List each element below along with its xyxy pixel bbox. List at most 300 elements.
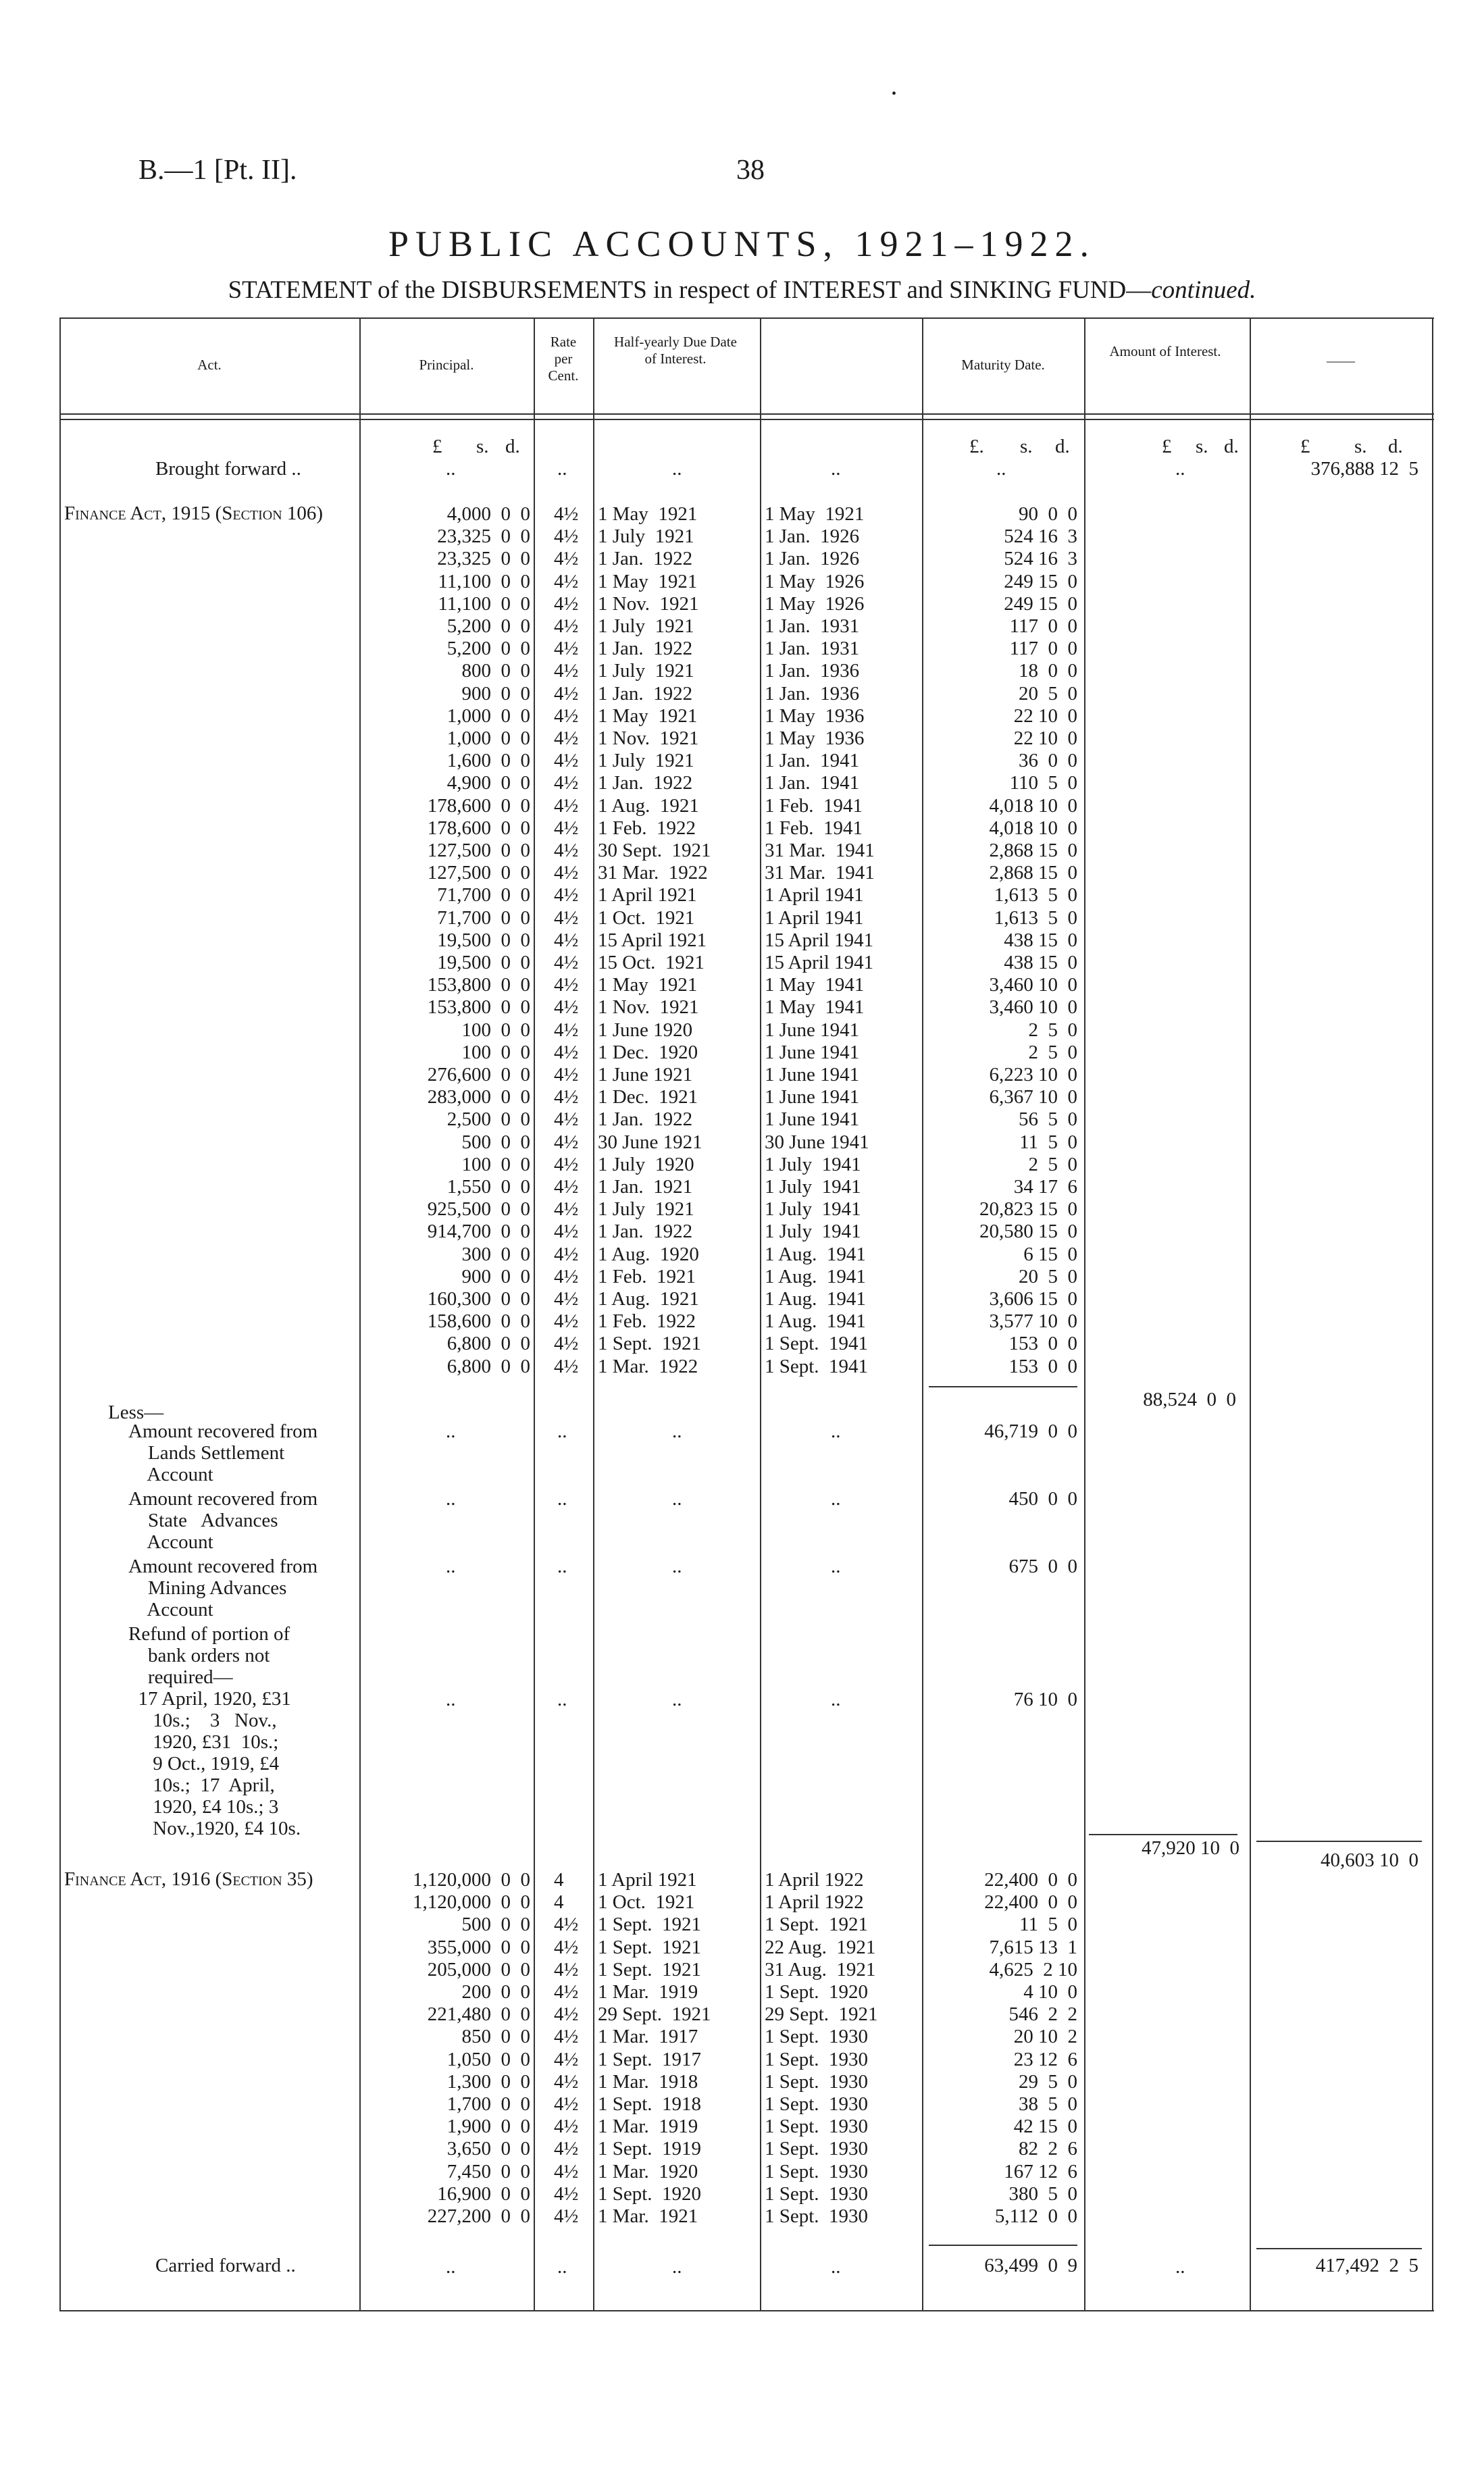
deduction-dots-principal: .. <box>446 1556 456 1577</box>
act1915-halfyearly-cell: 1 Jan. 1922 <box>598 772 693 794</box>
act1916-maturity-cell: 1 Sept. 1930 <box>765 2182 869 2205</box>
carried-forward-rule <box>1256 2248 1422 2249</box>
table-bottom-rule <box>59 2310 1434 2311</box>
column-header-rate: Rate per Cent. <box>548 334 579 384</box>
act1916-rate-cell: 4½ <box>554 2093 579 2115</box>
deduction-amount: 675 0 0 <box>1008 1556 1077 1577</box>
deduction-dots-maturity: .. <box>831 1689 841 1710</box>
act1916-principal-cell: 3,650 0 0 <box>446 2138 530 2160</box>
act1915-halfyearly-cell: 1 July 1921 <box>598 526 694 548</box>
act1915-maturity-cell: 1 July 1941 <box>765 1153 861 1175</box>
act1915-principal-cell: 19,500 0 0 <box>437 929 530 951</box>
act1915-rate-cell: 4½ <box>554 705 579 727</box>
act1915-principal-cell: 100 0 0 <box>461 1019 530 1041</box>
act-1915-net: 40,603 10 0 <box>1321 1849 1418 1871</box>
act1915-maturity-cell: 1 Jan. 1931 <box>765 615 860 637</box>
act1915-maturity-cell: 1 May 1921 <box>765 503 865 525</box>
act1915-amount-cell: 2 5 0 <box>1028 1019 1077 1041</box>
deduction-label: Amount recovered from Mining Advances Account <box>128 1556 318 1620</box>
act1915-principal-cell: 900 0 0 <box>461 1265 530 1287</box>
act1915-halfyearly-cell: 1 Feb. 1921 <box>598 1265 696 1287</box>
act1915-rate-cell: 4½ <box>554 906 579 929</box>
col-divider-principal <box>534 317 535 2310</box>
act1915-amount-cell: 110 5 0 <box>1009 772 1077 794</box>
act1915-principal-cell: 23,325 0 0 <box>437 548 530 570</box>
carried-forward-dots-extra: .. <box>1175 2256 1185 2278</box>
act1916-halfyearly-cell: 1 Sept. 1920 <box>598 2182 702 2205</box>
act1915-principal-cell: 71,700 0 0 <box>437 884 530 906</box>
unit-pound-amount: £. <box>969 436 984 457</box>
act1915-principal-cell: 11,100 0 0 <box>438 592 530 615</box>
act1915-rate-cell: 4½ <box>554 660 579 682</box>
act1915-amount-cell: 2 5 0 <box>1028 1153 1077 1175</box>
act1915-principal-cell: 276,600 0 0 <box>427 1064 530 1085</box>
act1915-halfyearly-cell: 15 April 1921 <box>598 929 707 951</box>
act1915-halfyearly-cell: 1 Jan. 1922 <box>598 1221 693 1243</box>
act1915-amount-cell: 1,613 5 0 <box>994 906 1077 929</box>
deduction-dots-principal: .. <box>446 1421 456 1442</box>
act1915-halfyearly-cell: 1 Aug. 1921 <box>598 1288 699 1310</box>
act1916-amount-cell: 82 2 6 <box>1019 2138 1077 2160</box>
act1915-rate-cell: 4½ <box>554 727 579 749</box>
act1916-maturity-cell: 1 Sept. 1930 <box>765 2160 869 2182</box>
act1915-rate-cell: 4½ <box>554 884 579 906</box>
act1916-principal-cell: 355,000 0 0 <box>427 1936 530 1958</box>
deduction-dots-maturity: .. <box>831 1488 841 1510</box>
deduction-dots-maturity: .. <box>831 1556 841 1577</box>
act1915-amount-cell: 20,823 15 0 <box>979 1198 1077 1221</box>
act1915-principal-cell: 23,325 0 0 <box>437 526 530 548</box>
act1915-halfyearly-cell: 1 Jan. 1922 <box>598 638 693 660</box>
act1916-halfyearly-cell: 1 Sept. 1919 <box>598 2138 702 2160</box>
act1916-principal-cell: 16,900 0 0 <box>437 2182 530 2205</box>
col-divider-act <box>359 317 361 2310</box>
act-1916-subtotal-rule <box>929 2245 1077 2246</box>
act1916-amount-cell: 22,400 0 0 <box>984 1891 1077 1914</box>
less-label: Less— <box>108 1402 164 1423</box>
column-header-amount: Amount of Interest. <box>1109 343 1221 359</box>
act1915-principal-cell: 914,700 0 0 <box>427 1221 530 1243</box>
act1915-rate-cell: 4½ <box>554 1355 579 1377</box>
act1915-amount-cell: 20 5 0 <box>1019 1265 1077 1287</box>
act1915-principal-cell: 900 0 0 <box>461 682 530 705</box>
deduction-amount: 46,719 0 0 <box>984 1421 1077 1442</box>
act1916-halfyearly-cell: 1 Sept. 1921 <box>598 1936 702 1958</box>
act1915-maturity-cell: 1 June 1941 <box>765 1064 860 1085</box>
act1916-halfyearly-cell: 1 Mar. 1919 <box>598 2116 698 2138</box>
deduction-dots-halfyearly: .. <box>672 1556 682 1577</box>
act1915-maturity-cell: 1 June 1941 <box>765 1086 860 1108</box>
act1915-halfyearly-cell: 1 July 1921 <box>598 615 694 637</box>
carried-forward-dots-rate: .. <box>557 2256 567 2278</box>
act1915-rate-cell: 4½ <box>554 794 579 817</box>
act1915-amount-cell: 18 0 0 <box>1019 660 1077 682</box>
act1915-halfyearly-cell: 1 Feb. 1922 <box>598 817 696 839</box>
act1915-principal-cell: 300 0 0 <box>461 1243 530 1265</box>
col-divider-rate <box>593 317 594 2310</box>
act1915-maturity-cell: 1 May 1936 <box>765 727 865 749</box>
carried-forward-dots-principal: .. <box>446 2256 456 2278</box>
act1916-principal-cell: 205,000 0 0 <box>427 1958 530 1980</box>
deduction-dots-principal: .. <box>446 1488 456 1510</box>
act1916-halfyearly-cell: 1 Mar. 1917 <box>598 2026 698 2048</box>
act1915-halfyearly-cell: 1 Jan. 1922 <box>598 548 693 570</box>
unit-pound-extra: £ <box>1162 436 1172 457</box>
act1916-amount-cell: 4,625 2 10 <box>989 1958 1077 1980</box>
act1915-rate-cell: 4½ <box>554 862 579 884</box>
column-header-halfyearly: Half-yearly Due Date of Interest. <box>614 334 737 367</box>
act1915-halfyearly-cell: 1 Aug. 1920 <box>598 1243 699 1265</box>
act1915-maturity-cell: 1 Jan. 1926 <box>765 526 860 548</box>
act1915-halfyearly-cell: 1 May 1921 <box>598 503 698 525</box>
act1916-principal-cell: 227,200 0 0 <box>427 2205 530 2227</box>
act1916-maturity-cell: 1 Sept. 1930 <box>765 2070 869 2093</box>
act1915-rate-cell: 4½ <box>554 1310 579 1333</box>
act1915-rate-cell: 4½ <box>554 1333 579 1355</box>
deduction-dots-rate: .. <box>557 1556 567 1577</box>
act1915-maturity-cell: 1 Jan. 1941 <box>765 772 860 794</box>
act1915-principal-cell: 1,000 0 0 <box>446 727 530 749</box>
act1916-principal-cell: 221,480 0 0 <box>427 2003 530 2026</box>
unit-pound-total: £ <box>1300 436 1310 457</box>
act1915-maturity-cell: 1 Jan. 1926 <box>765 548 860 570</box>
subtitle-main: STATEMENT of the DISBURSEMENTS in respect of INTEREST and SINKING FUND— <box>228 276 1152 304</box>
act1916-rate-cell: 4½ <box>554 2116 579 2138</box>
act1916-principal-cell: 850 0 0 <box>461 2026 530 2048</box>
act1915-halfyearly-cell: 1 Nov. 1921 <box>598 727 699 749</box>
act1915-halfyearly-cell: 1 Sept. 1921 <box>598 1333 702 1355</box>
act1915-rate-cell: 4½ <box>554 638 579 660</box>
act1915-rate-cell: 4½ <box>554 1041 579 1063</box>
act1916-maturity-cell: 1 Sept. 1930 <box>765 2026 869 2048</box>
act1915-amount-cell: 4,018 10 0 <box>989 817 1077 839</box>
deduction-dots-principal: .. <box>446 1689 456 1710</box>
act1916-principal-cell: 1,300 0 0 <box>446 2070 530 2093</box>
brought-forward-dots-principal: .. <box>446 458 456 480</box>
act1916-rate-cell: 4½ <box>554 1981 579 2003</box>
act1915-principal-cell: 153,800 0 0 <box>427 974 530 996</box>
act1915-rate-cell: 4½ <box>554 570 579 592</box>
act1915-principal-cell: 153,800 0 0 <box>427 996 530 1019</box>
act1915-halfyearly-cell: 1 July 1921 <box>598 750 694 772</box>
act1915-principal-cell: 800 0 0 <box>461 660 530 682</box>
act1915-amount-cell: 3,460 10 0 <box>989 996 1077 1019</box>
act1915-principal-cell: 6,800 0 0 <box>446 1333 530 1355</box>
act1915-rate-cell: 4½ <box>554 929 579 951</box>
unit-pence: d. <box>505 436 520 457</box>
statement-subtitle <box>0 276 1484 305</box>
act1915-rate-cell: 4½ <box>554 503 579 525</box>
act1916-halfyearly-cell: 1 Sept. 1917 <box>598 2048 702 2070</box>
act1915-halfyearly-cell: 1 June 1921 <box>598 1064 693 1085</box>
act1915-maturity-cell: 1 July 1941 <box>765 1198 861 1221</box>
act1915-principal-cell: 5,200 0 0 <box>446 615 530 637</box>
act1915-amount-cell: 153 0 0 <box>1008 1333 1077 1355</box>
act1915-maturity-cell: 1 Sept. 1941 <box>765 1355 869 1377</box>
act1915-principal-cell: 100 0 0 <box>461 1153 530 1175</box>
act1915-halfyearly-cell: 1 Oct. 1921 <box>598 906 695 929</box>
act1915-principal-cell: 1,000 0 0 <box>446 705 530 727</box>
act1916-amount-cell: 7,615 13 1 <box>989 1936 1077 1958</box>
deduction-total: 47,920 10 0 <box>1142 1837 1239 1859</box>
act1915-rate-cell: 4½ <box>554 592 579 615</box>
act1916-amount-cell: 380 5 0 <box>1008 2182 1077 2205</box>
act1915-maturity-cell: 1 Jan. 1941 <box>765 750 860 772</box>
carried-forward-dots-halfyearly: .. <box>672 2256 682 2278</box>
act1915-halfyearly-cell: 1 April 1921 <box>598 884 697 906</box>
speck-mark: • <box>892 86 897 101</box>
act1915-halfyearly-cell: 1 Jan. 1922 <box>598 682 693 705</box>
brought-forward-dots-extra: .. <box>1175 458 1185 480</box>
act1915-rate-cell: 4½ <box>554 1176 579 1198</box>
deduction-label: Refund of portion of bank orders not required— 17 April, 1920, £31 10s.; 3 Nov., 1920, £31 10s.; 9 Oct., 1919, £4 10s.; 17 April, 1920, £4 10s.; 3 Nov.,1920, £4 10s. <box>128 1623 301 1839</box>
act1916-amount-cell: 4 10 0 <box>1023 1981 1077 2003</box>
act1915-principal-cell: 127,500 0 0 <box>427 862 530 884</box>
col-divider-maturity <box>922 317 923 2310</box>
act1915-rate-cell: 4½ <box>554 1288 579 1310</box>
act1915-amount-cell: 34 17 6 <box>1013 1176 1077 1198</box>
act1916-maturity-cell: 1 Sept. 1930 <box>765 2205 869 2227</box>
act1915-maturity-cell: 1 Jan. 1931 <box>765 638 860 660</box>
act1915-amount-cell: 3,577 10 0 <box>989 1310 1077 1333</box>
act1916-rate-cell: 4½ <box>554 2205 579 2227</box>
act1915-principal-cell: 11,100 0 0 <box>438 570 530 592</box>
act1915-amount-cell: 90 0 0 <box>1019 503 1077 525</box>
deduction-label: Amount recovered from State Advances Account <box>128 1488 318 1553</box>
act1915-rate-cell: 4½ <box>554 1243 579 1265</box>
act1915-maturity-cell: 1 Sept. 1941 <box>765 1333 869 1355</box>
act1916-amount-cell: 29 5 0 <box>1019 2070 1077 2093</box>
act1915-principal-cell: 6,800 0 0 <box>446 1355 530 1377</box>
act1916-maturity-cell: 1 April 1922 <box>765 1869 864 1891</box>
act1915-rate-cell: 4½ <box>554 840 579 861</box>
page-title: PUBLIC ACCOUNTS, 1921–1922. <box>388 224 1096 264</box>
act1915-maturity-cell: 1 June 1941 <box>765 1108 860 1131</box>
col-divider-halfyearly <box>760 317 761 2310</box>
act1916-rate-cell: 4 <box>554 1869 564 1891</box>
carried-forward-total: 417,492 2 5 <box>1315 2255 1418 2276</box>
act1915-principal-cell: 500 0 0 <box>461 1131 530 1153</box>
act1915-amount-cell: 117 0 0 <box>1009 615 1077 637</box>
act1915-principal-cell: 71,700 0 0 <box>437 906 530 929</box>
act1915-principal-cell: 19,500 0 0 <box>437 952 530 973</box>
act1915-maturity-cell: 1 Jan. 1936 <box>765 660 860 682</box>
brought-forward-label: Brought forward .. <box>155 458 301 480</box>
act1915-amount-cell: 117 0 0 <box>1009 638 1077 660</box>
act1915-maturity-cell: 31 Mar. 1941 <box>765 840 875 861</box>
act1916-principal-cell: 1,700 0 0 <box>446 2093 530 2115</box>
document-reference: B.—1 [Pt. II]. <box>138 155 297 186</box>
act1915-maturity-cell: 15 April 1941 <box>765 952 874 973</box>
act1915-amount-cell: 4,018 10 0 <box>989 794 1077 817</box>
act1915-maturity-cell: 1 May 1926 <box>765 592 865 615</box>
subtitle-continued: continued. <box>1151 276 1256 304</box>
act1915-halfyearly-cell: 1 Dec. 1920 <box>598 1041 698 1063</box>
brought-forward-dots-maturity: .. <box>831 458 841 480</box>
act1916-rate-cell: 4½ <box>554 1958 579 1980</box>
act1915-maturity-cell: 1 May 1941 <box>765 974 865 996</box>
act1916-maturity-cell: 31 Aug. 1921 <box>765 1958 876 1980</box>
act1915-amount-cell: 438 15 0 <box>1004 952 1077 973</box>
act1916-rate-cell: 4 <box>554 1891 564 1914</box>
act1915-principal-cell: 178,600 0 0 <box>427 817 530 839</box>
act1915-maturity-cell: 30 June 1941 <box>765 1131 869 1153</box>
act1915-halfyearly-cell: 1 Dec. 1921 <box>598 1086 698 1108</box>
act1915-halfyearly-cell: 1 May 1921 <box>598 974 698 996</box>
act1915-maturity-cell: 1 Aug. 1941 <box>765 1243 866 1265</box>
act1915-maturity-cell: 1 June 1941 <box>765 1019 860 1041</box>
act-1915-label: Finance Act, 1915 (Section 106) <box>64 503 324 524</box>
col-divider-right <box>1432 317 1433 2310</box>
act1915-maturity-cell: 31 Mar. 1941 <box>765 862 875 884</box>
act1915-amount-cell: 2 5 0 <box>1028 1041 1077 1063</box>
act1915-halfyearly-cell: 30 Sept. 1921 <box>598 840 711 861</box>
act1916-maturity-cell: 1 Sept. 1930 <box>765 2048 869 2070</box>
act1915-rate-cell: 4½ <box>554 772 579 794</box>
act1916-rate-cell: 4½ <box>554 2070 579 2093</box>
brought-forward-dots-rate: .. <box>557 458 567 480</box>
act1915-principal-cell: 4,900 0 0 <box>446 772 530 794</box>
act1916-halfyearly-cell: 29 Sept. 1921 <box>598 2003 711 2026</box>
act1916-amount-cell: 11 5 0 <box>1019 1914 1077 1936</box>
act1915-halfyearly-cell: 1 May 1921 <box>598 570 698 592</box>
act1915-maturity-cell: 1 May 1941 <box>765 996 865 1019</box>
act1915-halfyearly-cell: 1 Aug. 1921 <box>598 794 699 817</box>
col-divider-extra <box>1250 317 1251 2310</box>
deduction-dots-halfyearly: .. <box>672 1421 682 1442</box>
act1915-amount-cell: 3,606 15 0 <box>989 1288 1077 1310</box>
act1915-amount-cell: 249 15 0 <box>1004 592 1077 615</box>
act1915-halfyearly-cell: 1 July 1921 <box>598 660 694 682</box>
act1915-rate-cell: 4½ <box>554 1019 579 1041</box>
act1915-rate-cell: 4½ <box>554 1064 579 1085</box>
act1916-halfyearly-cell: 1 Mar. 1919 <box>598 1981 698 2003</box>
act1915-rate-cell: 4½ <box>554 1086 579 1108</box>
act1915-principal-cell: 2,500 0 0 <box>446 1108 530 1131</box>
act1915-amount-cell: 20 5 0 <box>1019 682 1077 705</box>
column-header-maturity: Maturity Date. <box>961 357 1045 373</box>
act1916-amount-cell: 42 15 0 <box>1013 2116 1077 2138</box>
act1915-maturity-cell: 1 Feb. 1941 <box>765 817 863 839</box>
act1915-maturity-cell: 15 April 1941 <box>765 929 874 951</box>
act1916-halfyearly-cell: 1 Sept. 1921 <box>598 1914 702 1936</box>
act1916-maturity-cell: 1 Sept. 1930 <box>765 2116 869 2138</box>
net-rule <box>1256 1841 1422 1842</box>
unit-pound: £ <box>432 436 442 457</box>
act1916-rate-cell: 4½ <box>554 1914 579 1936</box>
unit-shilling-total: s. <box>1354 436 1367 457</box>
act1915-rate-cell: 4½ <box>554 1108 579 1131</box>
column-header-principal: Principal. <box>419 357 474 373</box>
act1915-amount-cell: 438 15 0 <box>1004 929 1077 951</box>
act1916-principal-cell: 7,450 0 0 <box>446 2160 530 2182</box>
act1915-rate-cell: 4½ <box>554 548 579 570</box>
carried-forward-amount: 63,499 0 9 <box>984 2255 1077 2276</box>
act1915-amount-cell: 6,367 10 0 <box>989 1086 1077 1108</box>
act1916-maturity-cell: 1 Sept. 1930 <box>765 2093 869 2115</box>
act1916-halfyearly-cell: 1 Sept. 1921 <box>598 1958 702 1980</box>
act1916-amount-cell: 22,400 0 0 <box>984 1869 1077 1891</box>
deduction-amount: 450 0 0 <box>1008 1488 1077 1510</box>
col-divider-amount <box>1084 317 1085 2310</box>
column-header-extra1: —— <box>1327 353 1355 369</box>
act1915-rate-cell: 4½ <box>554 952 579 973</box>
deduction-dots-halfyearly: .. <box>672 1488 682 1510</box>
act1915-amount-cell: 56 5 0 <box>1019 1108 1077 1131</box>
act1915-halfyearly-cell: 31 Mar. 1922 <box>598 862 708 884</box>
act1915-amount-cell: 11 5 0 <box>1019 1131 1077 1153</box>
act1915-rate-cell: 4½ <box>554 1131 579 1153</box>
act1915-rate-cell: 4½ <box>554 750 579 772</box>
act1916-amount-cell: 38 5 0 <box>1019 2093 1077 2115</box>
act1915-rate-cell: 4½ <box>554 1265 579 1287</box>
act1916-halfyearly-cell: 1 Oct. 1921 <box>598 1891 695 1914</box>
act1915-halfyearly-cell: 1 Jan. 1921 <box>598 1176 693 1198</box>
act1916-rate-cell: 4½ <box>554 2003 579 2026</box>
act1916-halfyearly-cell: 1 April 1921 <box>598 1869 697 1891</box>
act1916-amount-cell: 167 12 6 <box>1004 2160 1077 2182</box>
unit-shilling-amount: s. <box>1020 436 1033 457</box>
act1916-maturity-cell: 1 Sept. 1921 <box>765 1914 869 1936</box>
act1915-rate-cell: 4½ <box>554 682 579 705</box>
unit-shilling: s. <box>476 436 489 457</box>
act1915-maturity-cell: 1 July 1941 <box>765 1221 861 1243</box>
act1915-amount-cell: 20,580 15 0 <box>979 1221 1077 1243</box>
act1915-amount-cell: 6,223 10 0 <box>989 1064 1077 1085</box>
column-header-act: Act. <box>197 357 222 373</box>
unit-pence-amount: d. <box>1055 436 1070 457</box>
act1916-principal-cell: 1,050 0 0 <box>446 2048 530 2070</box>
act1915-principal-cell: 1,550 0 0 <box>446 1176 530 1198</box>
act1915-principal-cell: 5,200 0 0 <box>446 638 530 660</box>
act1915-maturity-cell: 1 Aug. 1941 <box>765 1265 866 1287</box>
act1916-principal-cell: 500 0 0 <box>461 1914 530 1936</box>
act1915-amount-cell: 36 0 0 <box>1019 750 1077 772</box>
act1916-maturity-cell: 1 April 1922 <box>765 1891 864 1914</box>
brought-forward-dots-halfyearly: .. <box>672 458 682 480</box>
table-top-rule <box>59 317 1434 319</box>
act1915-halfyearly-cell: 1 Feb. 1922 <box>598 1310 696 1333</box>
act1915-amount-cell: 6 15 0 <box>1023 1243 1077 1265</box>
act1915-rate-cell: 4½ <box>554 996 579 1019</box>
header-bottom-rule <box>59 413 1434 415</box>
act1916-rate-cell: 4½ <box>554 2048 579 2070</box>
act1915-amount-cell: 3,460 10 0 <box>989 974 1077 996</box>
act1916-halfyearly-cell: 1 Mar. 1921 <box>598 2205 698 2227</box>
deduction-dots-maturity: .. <box>831 1421 841 1442</box>
act1915-principal-cell: 158,600 0 0 <box>427 1310 530 1333</box>
act1916-principal-cell: 200 0 0 <box>461 1981 530 2003</box>
act1916-maturity-cell: 1 Sept. 1920 <box>765 1981 869 2003</box>
act1915-rate-cell: 4½ <box>554 1198 579 1221</box>
unit-shilling-extra: s. <box>1196 436 1208 457</box>
act-1916-label: Finance Act, 1916 (Section 35) <box>64 1868 313 1890</box>
act1915-halfyearly-cell: 1 Nov. 1921 <box>598 996 699 1019</box>
unit-pence-total: d. <box>1388 436 1403 457</box>
deduction-dots-rate: .. <box>557 1488 567 1510</box>
act1915-halfyearly-cell: 1 Jan. 1922 <box>598 1108 693 1131</box>
act1916-halfyearly-cell: 1 Mar. 1920 <box>598 2160 698 2182</box>
act1915-halfyearly-cell: 30 June 1921 <box>598 1131 702 1153</box>
act1915-halfyearly-cell: 1 July 1921 <box>598 1198 694 1221</box>
act1915-halfyearly-cell: 1 June 1920 <box>598 1019 693 1041</box>
act1915-halfyearly-cell: 1 Nov. 1921 <box>598 592 699 615</box>
act1915-principal-cell: 100 0 0 <box>461 1041 530 1063</box>
act1915-halfyearly-cell: 1 Mar. 1922 <box>598 1355 698 1377</box>
act1915-amount-cell: 2,868 15 0 <box>989 862 1077 884</box>
act1916-amount-cell: 546 2 2 <box>1008 2003 1077 2026</box>
act1916-maturity-cell: 1 Sept. 1930 <box>765 2138 869 2160</box>
